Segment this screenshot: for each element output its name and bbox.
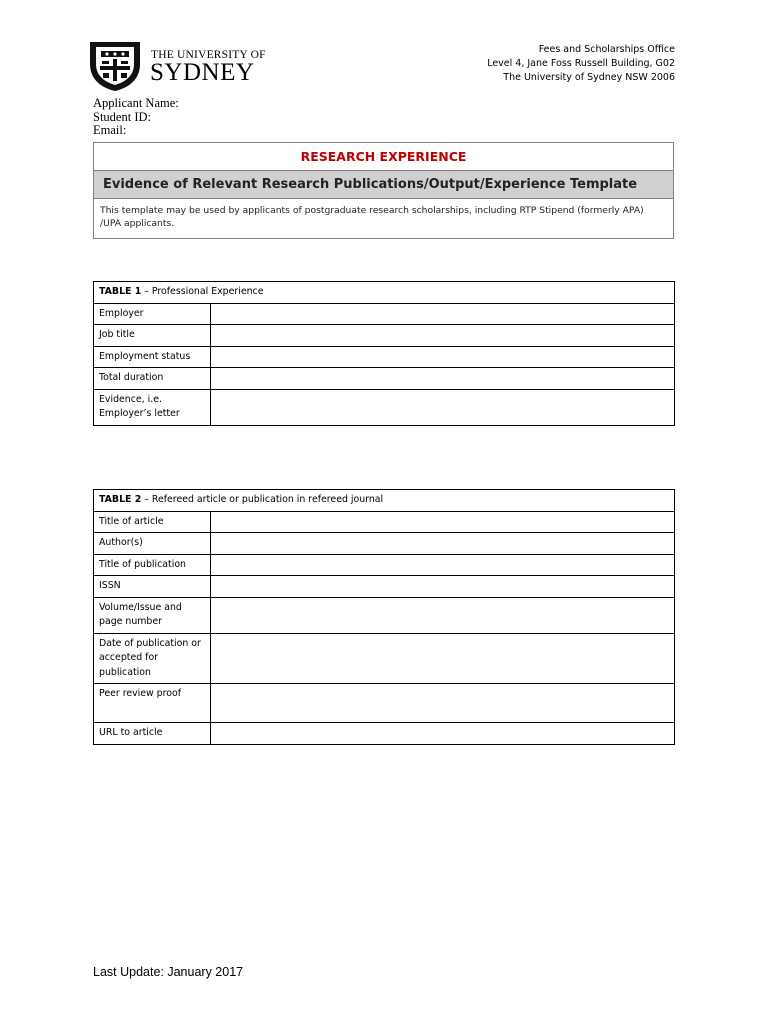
table-row — [94, 597, 675, 633]
student-id-label: Student ID: — [93, 109, 151, 124]
job-title-field[interactable] — [211, 325, 675, 347]
publication-title-field[interactable] — [211, 554, 675, 576]
row-label: Volume/Issue and page number — [94, 597, 211, 633]
table-heading — [94, 490, 675, 512]
table-heading-text: – Refereed article or publication in refereed journal — [141, 494, 384, 505]
employment-status-field[interactable] — [211, 346, 675, 368]
table-row — [94, 576, 675, 598]
university-crest-icon — [88, 40, 142, 92]
applicant-details — [93, 97, 179, 138]
authors-field[interactable] — [211, 533, 675, 555]
row-label: Author(s) — [94, 533, 211, 555]
table-header-row — [94, 490, 675, 512]
article-url-field[interactable] — [211, 723, 675, 745]
table-row — [94, 533, 675, 555]
row-label: Job title — [94, 325, 211, 347]
section-title: RESEARCH EXPERIENCE — [300, 149, 467, 164]
address-line-3: The University of Sydney NSW 2006 — [503, 72, 675, 83]
address-line-1: Fees and Scholarships Office — [538, 44, 675, 55]
refereed-publication-table — [93, 489, 675, 745]
table-row — [94, 325, 675, 347]
logo-small-text: THE UNIVERSITY OF — [151, 49, 266, 61]
peer-review-field[interactable] — [211, 684, 675, 723]
row-label: Title of publication — [94, 554, 211, 576]
applicant-name-label: Applicant Name: — [93, 96, 179, 110]
table-number: TABLE 1 — [99, 286, 142, 297]
logo-big-text: SYDNEY — [150, 59, 255, 86]
volume-issue-field[interactable] — [211, 597, 675, 633]
row-label: Total duration — [94, 368, 211, 390]
table-heading-text: – Professional Experience — [141, 286, 264, 297]
table-row — [94, 684, 675, 723]
table-row — [94, 303, 675, 325]
email-label: Email: — [93, 123, 127, 137]
table-row — [94, 511, 675, 533]
table-row — [94, 554, 675, 576]
row-label: Evidence, i.e. Employer’s letter — [94, 389, 211, 425]
evidence-field[interactable] — [211, 389, 675, 425]
last-update-footer: Last Update: January 2017 — [93, 965, 244, 979]
table-row — [94, 633, 675, 684]
professional-experience-table — [93, 281, 675, 426]
total-duration-field[interactable] — [211, 368, 675, 390]
row-label: Employment status — [94, 346, 211, 368]
table-number: TABLE 2 — [99, 494, 142, 505]
row-label: Title of article — [94, 511, 211, 533]
table-row — [94, 368, 675, 390]
address-line-2: Level 4, Jane Foss Russell Building, G02 — [487, 58, 675, 69]
employer-field[interactable] — [211, 303, 675, 325]
article-title-field[interactable] — [211, 511, 675, 533]
table-row — [94, 389, 675, 425]
table-row — [94, 723, 675, 745]
table-row — [94, 346, 675, 368]
row-label: ISSN — [94, 576, 211, 598]
row-label: Peer review proof — [94, 684, 211, 723]
row-label: URL to article — [94, 723, 211, 745]
row-label: Employer — [94, 303, 211, 325]
template-header-box — [93, 142, 674, 239]
template-description: This template may be used by applicants of postgraduate research scholarships, including RTP Stipend (formerly APA) /UPA applicants. — [100, 205, 644, 229]
university-logo — [88, 40, 266, 92]
template-subtitle: Evidence of Relevant Research Publications/Output/Experience Template — [94, 170, 673, 199]
row-label: Date of publication or accepted for publication — [94, 633, 211, 684]
office-address — [487, 43, 675, 85]
table-heading — [94, 282, 675, 304]
table-header-row — [94, 282, 675, 304]
publication-date-field[interactable] — [211, 633, 675, 684]
issn-field[interactable] — [211, 576, 675, 598]
